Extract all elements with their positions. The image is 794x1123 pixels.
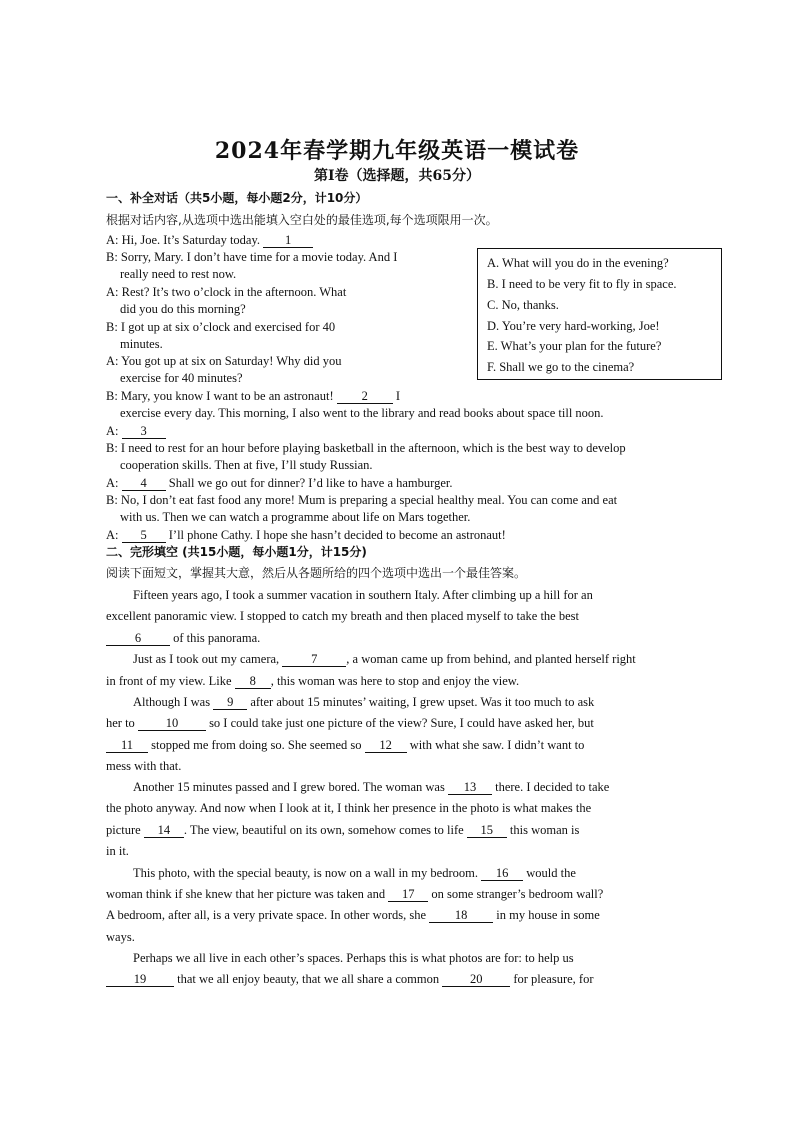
blank-4[interactable]: 4 — [122, 476, 166, 491]
p3-line-d: mess with that. — [106, 759, 182, 773]
dialogue-line-1 — [106, 232, 313, 249]
dialogue-text: I’ll phone Cathy. I hope she hasn’t decided to become an astronaut! — [165, 528, 506, 542]
passage-text: this woman is — [506, 823, 580, 837]
passage-text: A bedroom, after all, is a very private space. In other words, she — [106, 908, 430, 922]
option-b: B. I need to be very fit to fly in space. — [487, 277, 677, 291]
passage-text: woman think if she knew that her picture was taken and — [106, 887, 389, 901]
blank-7[interactable]: 7 — [282, 652, 346, 667]
blank-14[interactable]: 14 — [144, 823, 184, 838]
option-d: D. You’re very hard-working, Joe! — [487, 319, 660, 333]
p3-line-a — [133, 694, 594, 711]
passage-text: . The view, beautiful on its own, somehow comes to life — [183, 823, 467, 837]
dialogue-text: A: Hi, Joe. It’s Saturday today. — [106, 233, 264, 247]
dialogue-line-3b: did you do this morning? — [120, 302, 246, 316]
dialogue-line-7 — [106, 423, 166, 440]
dialogue-line-5a: A: You got up at six on Saturday! Why did you — [106, 354, 342, 368]
p1-line-c — [106, 630, 260, 647]
p6-line-b — [106, 971, 594, 988]
section1-instruction: 根据对话内容,从选项中选出能填入空白处的最佳选项,每个选项限用一次。 — [106, 213, 498, 227]
dialogue-text: B: Mary, you know I want to be an astronaut! — [106, 389, 337, 403]
blank-8[interactable]: 8 — [235, 674, 271, 689]
dialogue-line-6b: exercise every day. This morning, I also went to the library and read books about space till noon. — [120, 406, 604, 420]
p6-line-a: Perhaps we all live in each other’s spaces. Perhaps this is what photos are for: to help us — [133, 951, 574, 965]
section1-heading: 一、补全对话（共5小题，每小题2分，计10分） — [106, 191, 368, 205]
option-f: F. Shall we go to the cinema? — [487, 360, 635, 374]
dialogue-text: A: — [106, 528, 122, 542]
blank-5[interactable]: 5 — [122, 528, 166, 543]
p5-line-d: ways. — [106, 930, 135, 944]
dialogue-line-2a: B: Sorry, Mary. I don’t have time for a movie today. And I — [106, 250, 398, 264]
blank-10[interactable]: 10 — [138, 716, 206, 731]
p2-line-a — [133, 651, 636, 668]
passage-text: after about 15 minutes’ waiting, I grew upset. Was it too much to ask — [247, 695, 595, 709]
dialogue-line-4b: minutes. — [120, 337, 163, 351]
dialogue-line-8b: cooperation skills. Then at five, I’ll study Russian. — [120, 458, 373, 472]
blank-3[interactable]: 3 — [122, 424, 166, 439]
dialogue-text: A: — [106, 424, 122, 438]
dialogue-line-10b: with us. Then we can watch a programme about life on Mars together. — [120, 510, 471, 524]
passage-text: picture — [106, 823, 144, 837]
dialogue-text: A: — [106, 476, 122, 490]
passage-text: , this woman was here to stop and enjoy the view. — [270, 674, 520, 688]
dialogue-line-8a: B: I need to rest for an hour before playing basketball in the afternoon, which is the best way to develop — [106, 441, 626, 455]
dialogue-line-3a: A: Rest? It’s two o’clock in the afternoon. What — [106, 285, 347, 299]
p1-line-b: excellent panoramic view. I stopped to catch my breath and then placed myself to take the best — [106, 609, 579, 623]
blank-9[interactable]: 9 — [213, 695, 247, 710]
p3-line-b — [106, 715, 594, 732]
passage-text: would the — [523, 866, 576, 880]
p2-line-b — [106, 673, 519, 690]
blank-2[interactable]: 2 — [337, 389, 393, 404]
p4-line-c — [106, 822, 579, 839]
passage-text: in front of my view. Like — [106, 674, 235, 688]
passage-text: for pleasure, for — [510, 972, 594, 986]
blank-18[interactable]: 18 — [429, 908, 493, 923]
passage-text: Although I was — [133, 695, 214, 709]
blank-19[interactable]: 19 — [106, 972, 174, 987]
passage-text: stopped me from doing so. She seemed so — [148, 738, 365, 752]
blank-6[interactable]: 6 — [106, 631, 170, 646]
section2-instruction: 阅读下面短文，掌握其大意，然后从各题所给的四个选项中选出一个最佳答案。 — [106, 566, 527, 580]
passage-text: Just as I took out my camera, — [133, 652, 283, 666]
blank-13[interactable]: 13 — [448, 780, 492, 795]
passage-text: there. I decided to take — [491, 780, 610, 794]
blank-12[interactable]: 12 — [365, 738, 407, 753]
options-box — [477, 248, 722, 380]
option-a: A. What will you do in the evening? — [487, 256, 669, 270]
passage-text: on some stranger’s bedroom wall? — [428, 887, 604, 901]
p5-line-b — [106, 886, 603, 903]
dialogue-line-5b: exercise for 40 minutes? — [120, 371, 243, 385]
passage-text: with what she saw. I didn’t want to — [406, 738, 585, 752]
passage-text: that we all enjoy beauty, that we all share a common — [174, 972, 443, 986]
dialogue-text: I — [392, 389, 401, 403]
passage-text: , a woman came up from behind, and planted herself right — [346, 652, 636, 666]
passage-text: her to — [106, 716, 138, 730]
option-c: C. No, thanks. — [487, 298, 559, 312]
p4-line-b: the photo anyway. And now when I look at it, I think her presence in the photo is what makes the — [106, 801, 592, 815]
passage-text: of this panorama. — [170, 631, 261, 645]
blank-20[interactable]: 20 — [442, 972, 510, 987]
blank-16[interactable]: 16 — [481, 866, 523, 881]
dialogue-text: Shall we go out for dinner? I’d like to have a hamburger. — [165, 476, 453, 490]
dialogue-line-10a: B: No, I don’t eat fast food any more! Mum is preparing a special healthy meal. You can come and eat — [106, 493, 618, 507]
p3-line-c — [106, 737, 584, 754]
p5-line-a — [133, 865, 576, 882]
passage-text: Another 15 minutes passed and I grew bored. The woman was — [133, 780, 448, 794]
blank-15[interactable]: 15 — [467, 823, 507, 838]
p1-line-a: Fifteen years ago, I took a summer vacation in southern Italy. After climbing up a hill for an — [133, 588, 593, 602]
option-e: E. What’s your plan for the future? — [487, 339, 662, 353]
exam-title: 2024年春学期九年级英语一模试卷 — [214, 138, 580, 164]
section2-heading: 二、完形填空 (共15小题，每小题1分，计15分) — [106, 545, 367, 559]
dialogue-line-6a — [106, 388, 400, 405]
p4-line-d: in it. — [106, 844, 129, 858]
passage-text: This photo, with the special beauty, is now on a wall in my bedroom. — [133, 866, 482, 880]
exam-subtitle: 第Ⅰ卷（选择题，共65分） — [313, 168, 481, 184]
blank-11[interactable]: 11 — [106, 738, 148, 753]
dialogue-line-11 — [106, 527, 506, 544]
blank-17[interactable]: 17 — [388, 887, 428, 902]
passage-text: in my house in some — [493, 908, 600, 922]
blank-1[interactable]: 1 — [263, 233, 313, 248]
p5-line-c — [106, 907, 600, 924]
p4-line-a — [133, 779, 609, 796]
dialogue-line-2b: really need to rest now. — [120, 267, 237, 281]
dialogue-line-4a: B: I got up at six o’clock and exercised for 40 — [106, 320, 336, 334]
passage-text: so I could take just one picture of the view? Sure, I could have asked her, but — [205, 716, 594, 730]
dialogue-line-9 — [106, 475, 452, 492]
